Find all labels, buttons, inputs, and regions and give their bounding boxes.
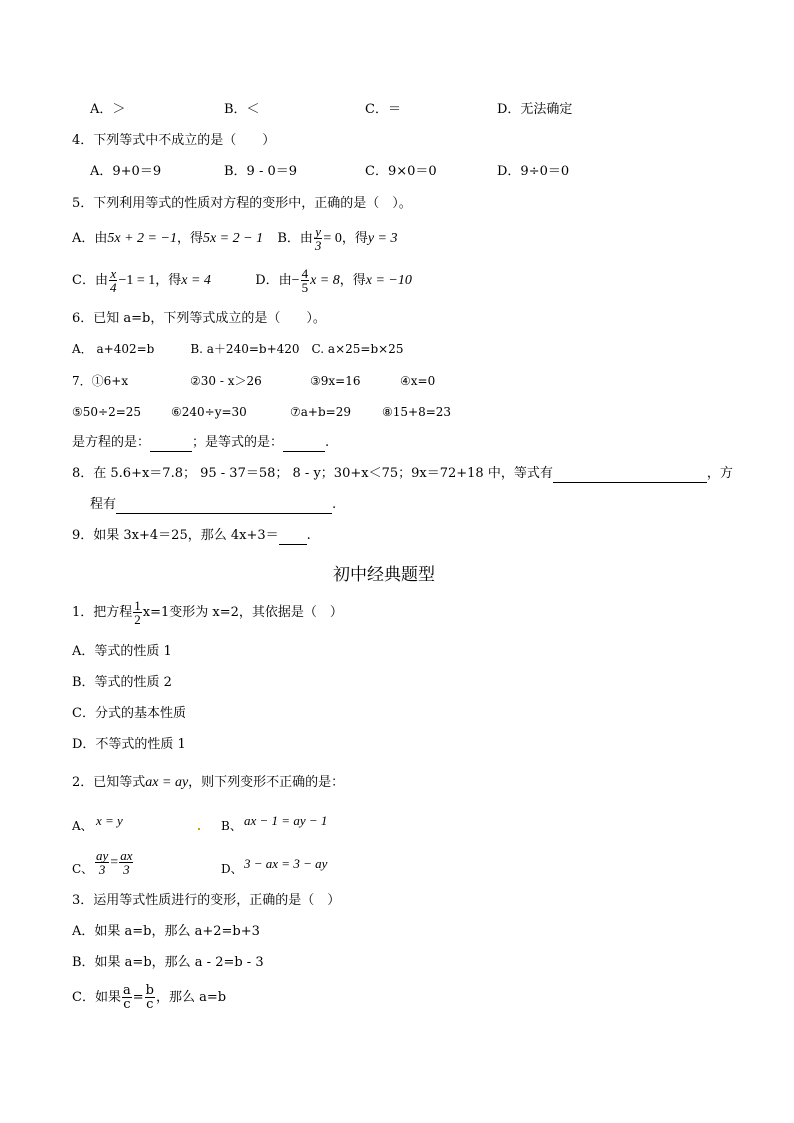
q5-a-eq2: 5x = 2 − 1 (202, 231, 264, 246)
q5-c-eq2: x = 4 (181, 273, 211, 288)
q9-line (72, 527, 311, 545)
q5-a-prefix: A．由 (72, 231, 108, 246)
q5-row-cd (72, 264, 412, 298)
q5-b-num: y (315, 224, 322, 239)
q5-b-prefix: B．由 (277, 231, 313, 246)
c3-c-num-1: a (122, 983, 131, 998)
c2-stem-eq: ax = ay (145, 775, 189, 790)
q5-c-eq1: −1 = 1 (118, 273, 156, 288)
yellow-dot-mark (198, 828, 200, 830)
c2-c-den-1: 3 (98, 862, 106, 877)
q5-d-fraction (301, 267, 310, 294)
c3-c-post: ，那么 a=b (155, 990, 227, 1005)
q4-option-d: D．9÷0＝0 (497, 164, 570, 179)
c2-c-fraction-2 (119, 849, 133, 876)
c1-option-a: A．等式的性质 1 (72, 644, 172, 659)
q8-text-2-end: . (332, 497, 337, 512)
c3-c-den-2: c (146, 997, 154, 1012)
q5-d-neg: − (291, 273, 300, 288)
q7-item-7: ⑦a+b=29 (290, 405, 351, 419)
c3-option-b: B．如果 a=b，那么 a - 2=b - 3 (72, 955, 264, 970)
c2-c-label: C、 (72, 862, 94, 876)
q5-b-eq2: y = 3 (367, 231, 398, 246)
q5-a-eq1: 5x + 2 = −1 (107, 231, 177, 246)
q9-end: . (306, 528, 311, 543)
q7-item-1: 7．①6+x (72, 374, 129, 388)
q5-d-den: 5 (301, 280, 309, 295)
q8-blank-1[interactable] (553, 468, 707, 483)
c3-c-num-2: b (145, 983, 154, 998)
q5-d-num: 4 (301, 266, 309, 281)
c3-c-fraction-2 (145, 984, 155, 1011)
q9-blank[interactable] (279, 530, 307, 545)
c1-stem-post: x=1变形为 x=2，其依据是（ ） (142, 605, 343, 620)
q8-blank-2[interactable] (116, 499, 332, 514)
section-title: 初中经典题型 (333, 565, 435, 585)
q7-answer-end: . (325, 435, 330, 450)
q4-option-c: C．9×0＝0 (365, 164, 437, 179)
c3-c-prefix: C．如果 (72, 990, 121, 1005)
c2-c-num-2: ax (120, 848, 133, 863)
q7-answer-label-2: ；是等式的是： (192, 435, 284, 450)
c3-stem: 3．运用等式性质进行的变形，正确的是（ ） (72, 893, 341, 908)
c2-a-eq: x = y (96, 813, 123, 828)
q5-b-fraction (314, 225, 323, 252)
c2-stem-prefix: 2．已知等式 (72, 775, 146, 790)
c3-c-eq: = (132, 990, 144, 1005)
q3-option-d: D．无法确定 (497, 102, 573, 117)
q7-answer-label-1: 是方程的是： (72, 435, 151, 450)
q5-c-prefix: C．由 (72, 273, 108, 288)
q5-b-mid: ，得 (341, 231, 368, 246)
q6-options: A． a+402=b B. a＋240=b+420 C. a×25=b×25 (72, 342, 404, 356)
c3-c-den-1: c (123, 997, 131, 1012)
q3-option-a: A．＞ (90, 102, 126, 117)
q5-d-eq1: x = 8 (310, 273, 340, 288)
c2-c-eqsign: = (110, 855, 119, 870)
q7-item-5: ⑤50÷2=25 (72, 405, 142, 419)
c2-d-eq: 3 − ax = 3 − ay (244, 856, 328, 871)
q5-a-mid: ，得 (176, 231, 203, 246)
q8-text-1-end: ，方 (706, 466, 733, 481)
q5-stem: 5．下列利用等式的性质对方程的变形中，正确的是（ ）。 (72, 196, 412, 211)
q7-answer-blank-1[interactable] (150, 437, 192, 452)
q7-answer-blank-2[interactable] (283, 437, 325, 452)
q7-item-8: ⑧15+8=23 (382, 405, 452, 419)
c1-option-c: C．分式的基本性质 (72, 706, 186, 721)
q3-option-c: C．＝ (365, 102, 401, 117)
c2-stem (72, 774, 344, 792)
q6-stem: 6．已知 a=b，下列等式成立的是（ ）。 (72, 311, 326, 326)
q5-c-den: 4 (109, 280, 117, 295)
q7-answer-row (72, 434, 329, 452)
c2-a-label: A、 (72, 819, 93, 833)
q9-text: 9．如果 3x+4＝25，那么 4x+3＝ (72, 528, 279, 543)
c1-fraction (133, 599, 142, 626)
c2-c-num-1: ay (96, 848, 109, 863)
q7-item-2: ②30 - x＞26 (190, 374, 262, 388)
c1-option-d: D．不等式的性质 1 (72, 737, 186, 752)
q8-line-1 (72, 465, 733, 483)
c2-b-label: B、 (221, 819, 242, 833)
c3-option-a: A．如果 a=b，那么 a+2=b+3 (72, 924, 260, 939)
q7-item-3: ③9x=16 (310, 374, 361, 388)
q8-text-2: 程有 (90, 497, 117, 512)
q5-b-den: 3 (314, 238, 322, 253)
q5-c-fraction (109, 267, 118, 294)
q4-stem: 4．下列等式中不成立的是（ ） (72, 133, 276, 148)
c2-stem-post: ，则下列变形不正确的是： (188, 775, 345, 790)
q5-d-mid: ，得 (339, 273, 366, 288)
c1-num: 1 (134, 598, 141, 613)
c3-option-c (72, 982, 226, 1014)
q5-b-eq1: = 0 (323, 231, 342, 246)
q8-line-2 (90, 496, 336, 514)
c2-c-expr (94, 846, 134, 880)
c2-b-eq: ax − 1 = ay − 1 (244, 813, 328, 828)
q4-option-b: B．9 - 0＝9 (224, 164, 298, 179)
c1-stem-prefix: 1．把方程 (72, 605, 133, 620)
q5-d-eq2: x = −10 (365, 273, 412, 288)
q5-c-num: x (110, 266, 117, 281)
q7-item-4: ④x=0 (400, 374, 436, 388)
q3-option-b: B．＜ (224, 102, 260, 117)
c2-d-label: D、 (221, 862, 243, 876)
c2-c-den-2: 3 (123, 862, 130, 877)
c3-c-fraction-1 (122, 984, 132, 1011)
c1-option-b: B．等式的性质 2 (72, 675, 172, 690)
q5-c-mid: ，得 (155, 273, 182, 288)
c1-stem (72, 598, 343, 628)
q4-option-a: A．9+0＝9 (90, 164, 162, 179)
q7-item-6: ⑥240÷y=30 (171, 405, 247, 419)
q8-text-1: 8．在 5.6+x＝7.8； 95 - 37＝58； 8 - y；30+x＜75；9x＝72+18 中，等式有 (72, 466, 553, 481)
c2-c-fraction-1 (95, 849, 109, 876)
c1-den: 2 (134, 612, 141, 627)
q5-d-prefix: D．由 (255, 273, 292, 288)
q5-row-ab (72, 224, 398, 254)
